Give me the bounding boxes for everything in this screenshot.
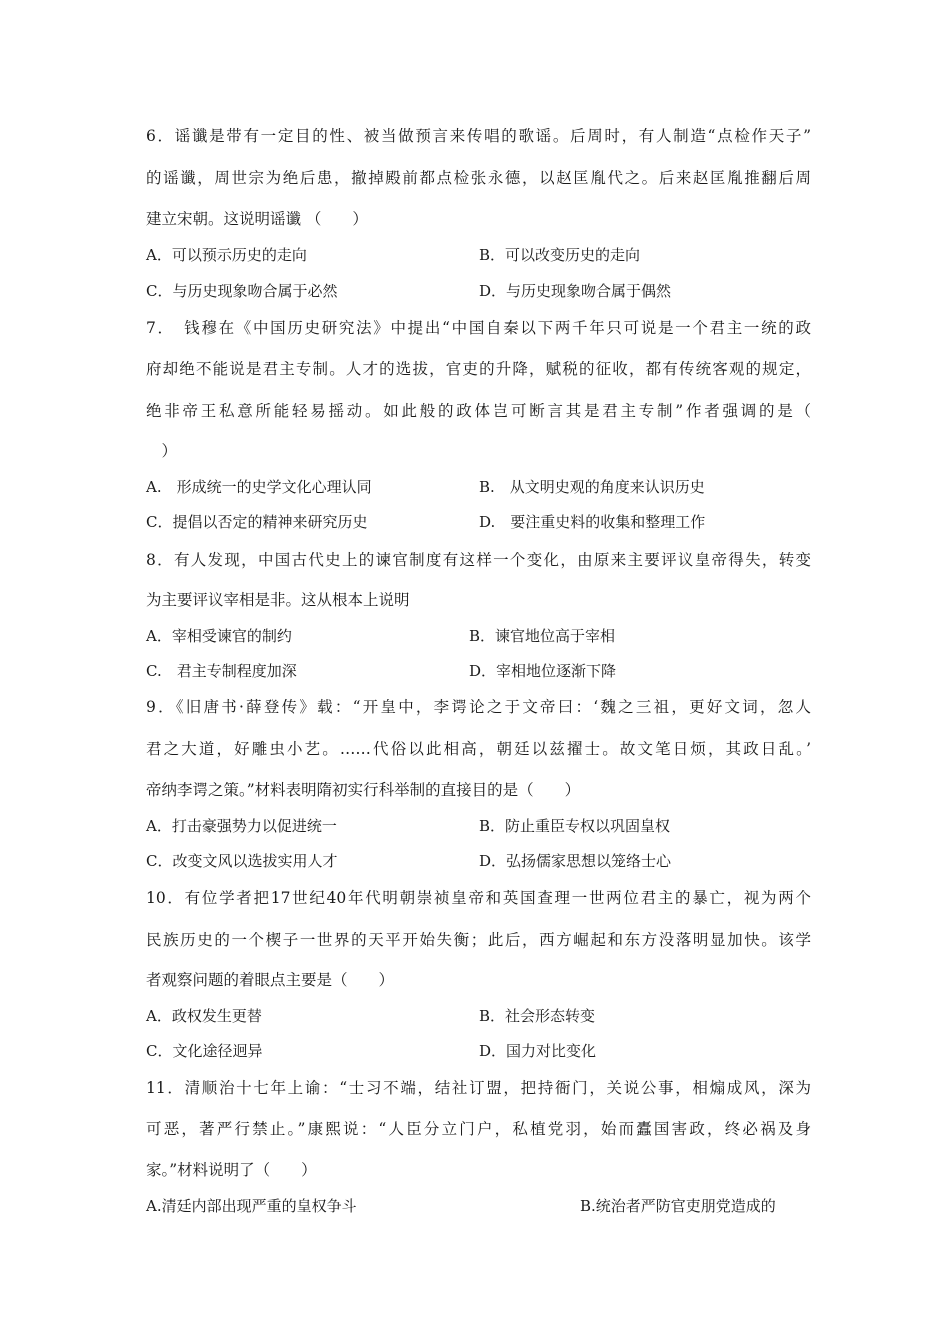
question-11-line-1: 11．清顺治十七年上谕：“士习不端，结社订盟，把持衙门，关说公事，相煽成风，深为 bbox=[146, 1079, 811, 1097]
question-10-option-a: A．政权发生更替 bbox=[146, 1007, 262, 1025]
question-10-line-3: 者观察问题的着眼点主要是（ ） bbox=[146, 971, 395, 989]
question-9-line-1: 9．《旧唐书·薛登传》载：“开皇中，李谔论之于文帝曰：‘魏之三祖，更好文词，忽人 bbox=[146, 698, 811, 716]
question-11-line-2: 可恶，著严行禁止。”康熙说：“人臣分立门户，私植党羽，始而蠹国害政，终必祸及身 bbox=[146, 1120, 811, 1138]
question-8-option-b: B．谏官地位高于宰相 bbox=[469, 627, 616, 645]
question-6-line-3: 建立宋朝。这说明谣谶 （ ） bbox=[146, 210, 368, 228]
question-8-option-c: C. 君主专制程度加深 bbox=[146, 662, 297, 680]
question-9-option-d: D．弘扬儒家思想以笼络士心 bbox=[479, 852, 672, 870]
question-7-line-2: 府却绝不能说是君主专制。人才的选拔，官吏的升降，赋税的征收，都有传统客观的规定， bbox=[146, 360, 811, 378]
question-6-option-d: D．与历史现象吻合属于偶然 bbox=[479, 282, 672, 300]
question-11-line-3: 家。”材料说明了（ ） bbox=[146, 1161, 317, 1179]
question-7-option-a: A. 形成统一的史学文化心理认同 bbox=[146, 478, 372, 496]
question-10-option-b: B．社会形态转变 bbox=[479, 1007, 596, 1025]
question-8-line-2: 为主要评议宰相是非。这从根本上说明 bbox=[146, 591, 410, 609]
question-11-option-b: B.统治者严防官吏朋党造成的 bbox=[580, 1197, 776, 1215]
question-8-line-1: 8．有人发现，中国古代史上的谏官制度有这样一个变化，由原来主要评议皇帝得失，转变 bbox=[146, 551, 811, 569]
question-6-line-2: 的谣谶，周世宗为绝后患，撤掉殿前都点检张永德，以赵匡胤代之。后来赵匡胤推翻后周 bbox=[146, 169, 811, 187]
question-9-option-a: A．打击豪强势力以促进统一 bbox=[146, 817, 337, 835]
question-11-option-a: A.清廷内部出现严重的皇权争斗 bbox=[146, 1197, 357, 1215]
question-7-option-d: D. 要注重史料的收集和整理工作 bbox=[479, 513, 706, 531]
question-7-line-4: ） bbox=[146, 442, 178, 460]
question-7-line-1: 7． 钱穆在《中国历史研究法》中提出“中国自秦以下两千年只可说是一个君主一统的政 bbox=[146, 319, 811, 337]
question-6-option-c: C．与历史现象吻合属于必然 bbox=[146, 282, 338, 300]
question-10-line-2: 民族历史的一个楔子一世界的天平开始失衡；此后，西方崛起和东方没落明显加快。该学 bbox=[146, 931, 811, 949]
question-9-option-b: B．防止重臣专权以巩固皇权 bbox=[479, 817, 671, 835]
question-8-option-d: D．宰相地位逐渐下降 bbox=[469, 662, 617, 680]
question-10-line-1: 10．有位学者把17世纪40年代明朝崇祯皇帝和英国查理一世两位君主的暴亡，视为两个 bbox=[146, 889, 811, 907]
question-7-line-3: 绝非帝王私意所能轻易摇动。如此般的政体岂可断言其是君主专制”作者强调的是（ bbox=[146, 402, 811, 420]
question-9-option-c: C．改变文风以选拔实用人才 bbox=[146, 852, 338, 870]
question-7-option-b: B. 从文明史观的角度来认识历史 bbox=[479, 478, 705, 496]
question-10-option-c: C．文化途径迥异 bbox=[146, 1042, 263, 1060]
question-10-option-d: D．国力对比变化 bbox=[479, 1042, 597, 1060]
question-8-option-a: A．宰相受谏官的制约 bbox=[146, 627, 292, 645]
question-6-option-b: B．可以改变历史的走向 bbox=[479, 246, 641, 264]
question-7-option-c: C．提倡以否定的精神来研究历史 bbox=[146, 513, 368, 531]
question-6-line-1: 6．谣谶是带有一定目的性、被当做预言来传唱的歌谣。后周时，有人制造“点检作天子” bbox=[146, 127, 811, 145]
question-9-line-2: 君之大道，好雕虫小艺。……代俗以此相高，朝廷以兹擢士。故文笔日烦，其政日乱。’ bbox=[146, 740, 811, 758]
question-6-option-a: A．可以预示历史的走向 bbox=[146, 246, 307, 264]
question-9-line-3: 帝纳李谔之策。”材料表明隋初实行科举制的直接目的是（ ） bbox=[146, 781, 581, 799]
